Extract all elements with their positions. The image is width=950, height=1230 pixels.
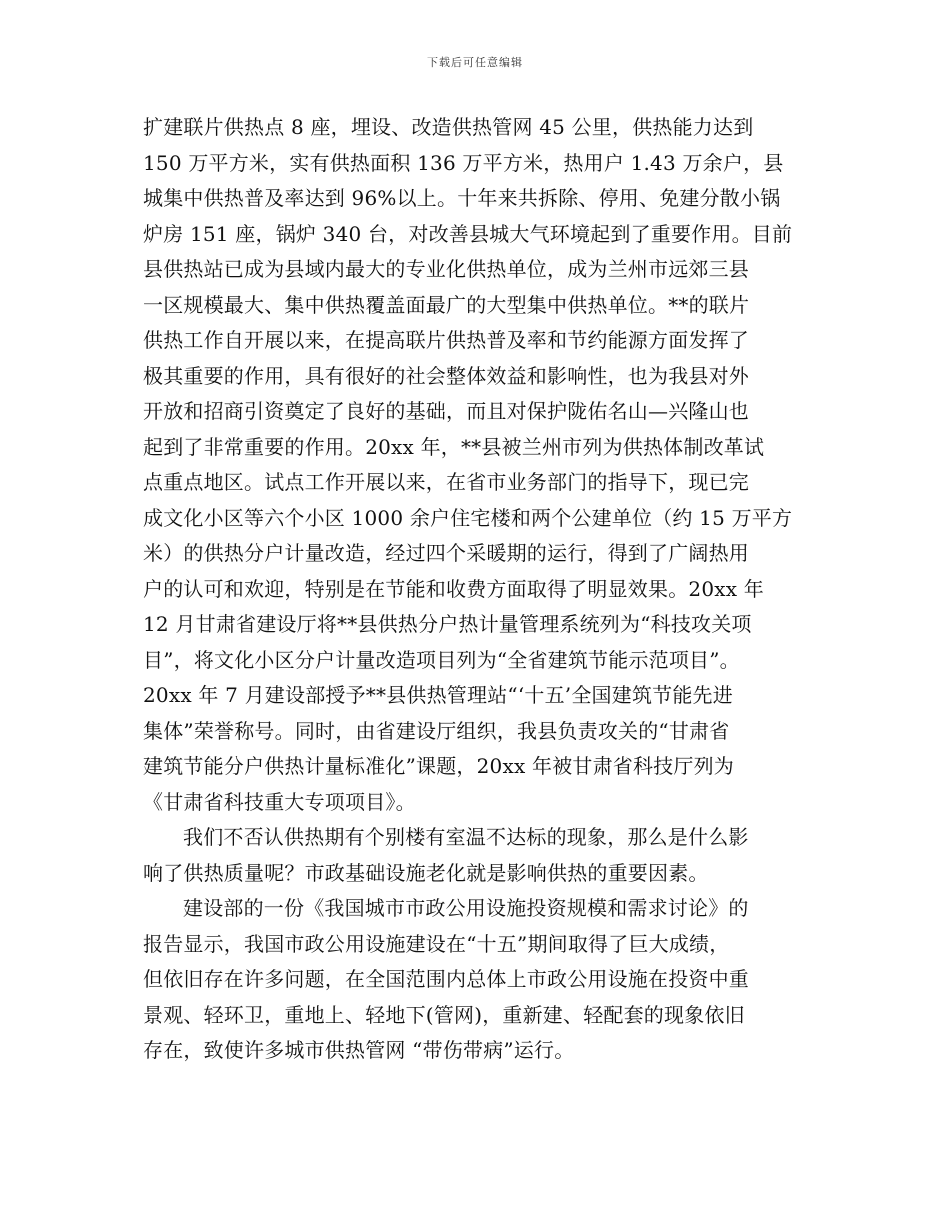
text-line: 但依旧存在许多问题，在全国范围内总体上市政公用设施在投资中重 xyxy=(143,967,749,991)
paragraph-start-line: 建设部的一份《我国城市市政公用设施投资规模和需求讨论》的 xyxy=(183,896,749,920)
text-line: 成文化小区等六个小区 1000 余户住宅楼和两个公建单位（约 15 万平方 xyxy=(143,505,793,530)
text-line: 响了供热质量呢？市政基础设施老化就是影响供热的重要因素。 xyxy=(143,860,709,885)
text-line: 扩建联片供热点 8 座，埋设、改造供热管网 45 公里，供热能力达到 xyxy=(143,115,754,139)
text-line: 户的认可和欢迎，特别是在节能和收费方面取得了明显效果。20xx 年 xyxy=(143,576,764,601)
text-line: 炉房 151 座，锅炉 340 台，对改善县城大气环境起到了重要作用。目前 xyxy=(143,221,793,246)
text-line: 报告显示，我国市政公用设施建设在“十五”期间取得了巨大成绩， xyxy=(143,931,730,956)
text-line: 城集中供热普及率达到 96%以上。十年来共拆除、停用、免建分散小锅 xyxy=(143,186,781,210)
text-line: 景观、轻环卫，重地上、轻地下(管网)，重新建、轻配套的现象依旧 xyxy=(143,1002,745,1027)
text-line: 建筑节能分户供热计量标准化”课题，20xx 年被甘肃省科技厅列为 xyxy=(143,754,734,778)
text-line: 存在，致使许多城市供热管网 “带伤带病”运行。 xyxy=(143,1038,575,1062)
text-line: 供热工作自开展以来，在提高联片供热普及率和节约能源方面发挥了 xyxy=(143,328,749,352)
page-header: 下载后可任意编辑 xyxy=(427,56,523,69)
text-line: 起到了非常重要的作用。20xx 年，**县被兰州市列为供热体制改革试 xyxy=(143,434,765,459)
text-line: 米）的供热分户计量改造，经过四个采暖期的运行，得到了广阔热用 xyxy=(143,541,749,565)
document-body xyxy=(143,110,813,1069)
text-line: 12 月甘肃省建设厅将**县供热分户热计量管理系统列为“科技攻关项 xyxy=(143,612,752,636)
text-line: 20xx 年 7 月建设部授予**县供热管理站“‘十五’全国建筑节能先进 xyxy=(143,683,733,707)
text-line: 集体”荣誉称号。同时，由省建设厅组织，我县负责攻关的“甘肃省 xyxy=(143,718,730,743)
text-line: 点重点地区。试点工作开展以来，在省市业务部门的指导下，现已完 xyxy=(143,470,749,494)
text-line: 150 万平方米，实有供热面积 136 万平方米，热用户 1.43 万余户，县 xyxy=(143,150,784,175)
text-line: 县供热站已成为县域内最大的专业化供热单位，成为兰州市远郊三县 xyxy=(143,257,749,281)
text-line: 《甘肃省科技重大专项项目》。 xyxy=(143,789,416,814)
text-line: 极其重要的作用，具有很好的社会整体效益和影响性，也为我县对外 xyxy=(143,363,749,388)
paragraph-start-line: 我们不否认供热期有个别楼有室温不达标的现象，那么是什么影 xyxy=(183,825,749,849)
text-line: 开放和招商引资奠定了良好的基础，而且对保护陇佑名山—兴隆山也 xyxy=(143,399,749,423)
text-line: 目”，将文化小区分户计量改造项目列为“全省建筑节能示范项目”。 xyxy=(143,647,740,672)
text-line: 一区规模最大、集中供热覆盖面最广的大型集中供热单位。**的联片 xyxy=(143,292,750,317)
